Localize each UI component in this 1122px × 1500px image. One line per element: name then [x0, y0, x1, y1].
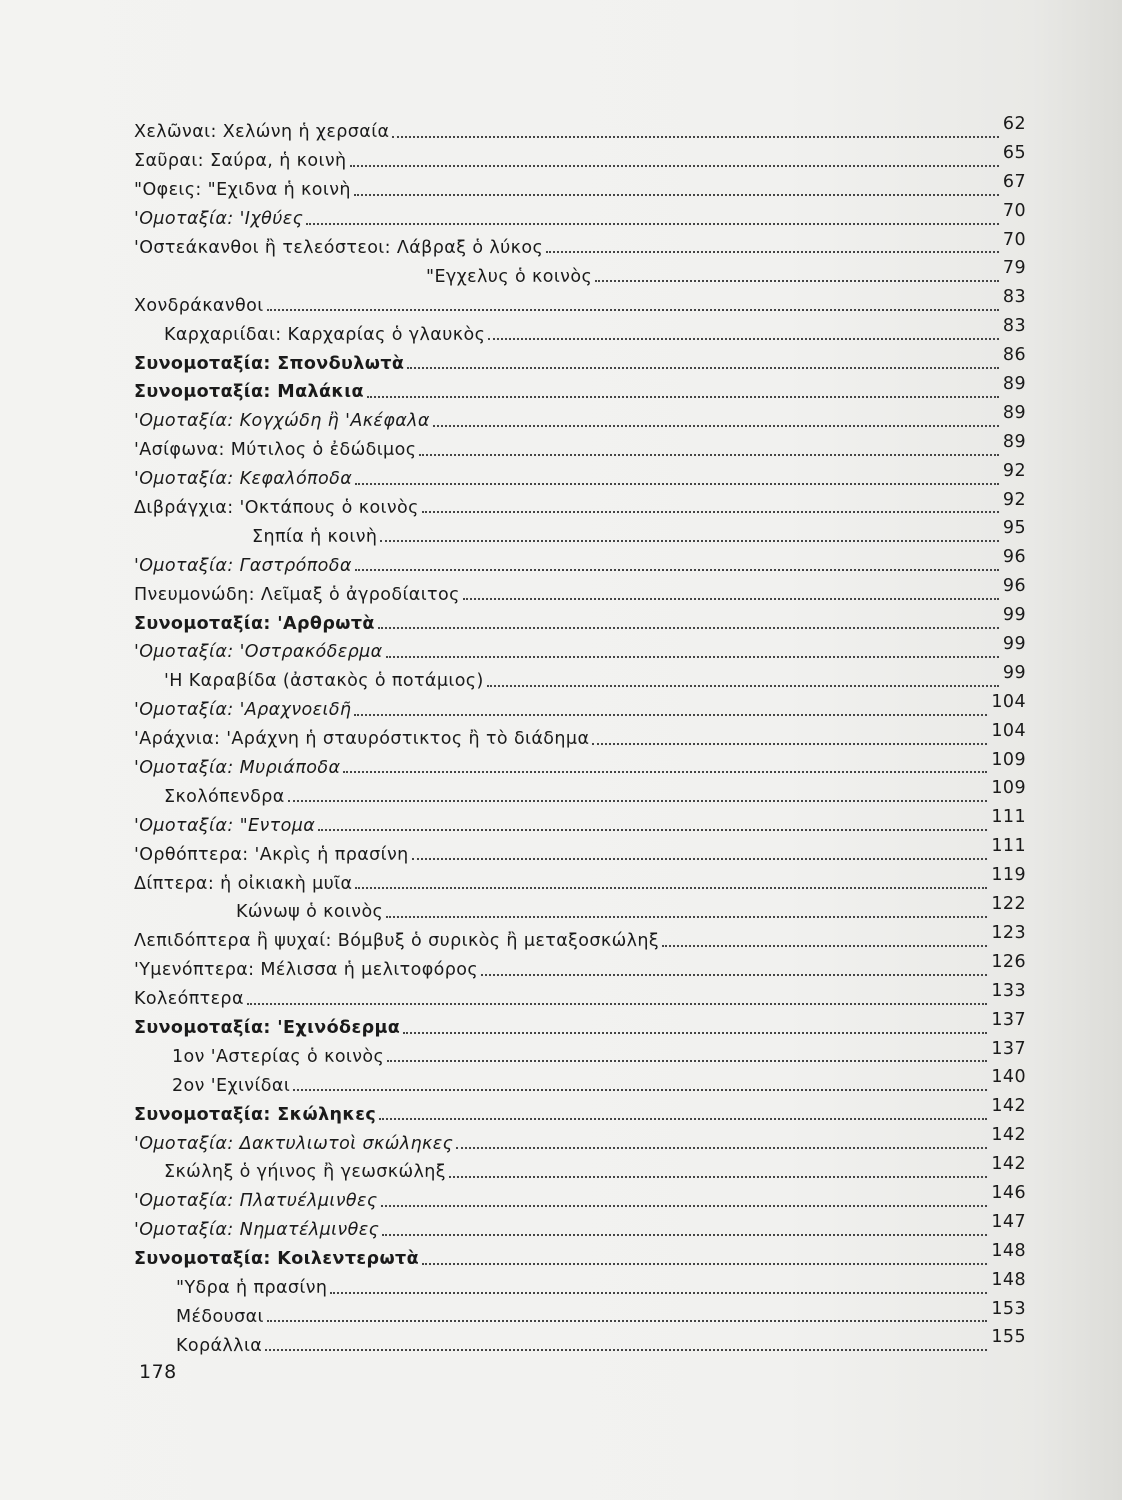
toc-entry-label: Σκώληξ ὁ γήινος ἢ γεωσκώληξ	[164, 1162, 446, 1183]
toc-entry-label: Δίπτερα: ἡ οἰκιακὴ μυῖα	[134, 873, 353, 894]
toc-entry	[134, 548, 1026, 577]
toc-entry-label: Χονδράκανθοι	[134, 295, 264, 316]
dot-leader	[407, 367, 999, 369]
dot-leader	[422, 511, 999, 513]
toc-entry-page: 126	[991, 951, 1026, 972]
toc-entry-page: 133	[991, 980, 1026, 1001]
dot-leader	[456, 1147, 987, 1149]
toc-entry	[134, 231, 1026, 260]
toc-entry-label: Συνομοταξία: Μαλάκια	[134, 382, 364, 403]
dot-leader	[306, 223, 999, 225]
toc-entry	[134, 664, 1026, 693]
toc-entry	[134, 1068, 1026, 1097]
dot-leader	[330, 1292, 987, 1294]
toc-entry	[134, 577, 1026, 606]
dot-leader	[387, 1060, 987, 1062]
toc-entry-page: 153	[991, 1298, 1026, 1319]
toc-entry-label: 'Ομοταξία: "Εντομα	[134, 815, 316, 836]
toc-entry	[134, 693, 1026, 722]
dot-leader	[392, 136, 998, 138]
toc-entry-page: 65	[1002, 142, 1026, 163]
toc-entry	[134, 519, 1026, 548]
dot-leader	[354, 714, 987, 716]
toc-entry	[134, 722, 1026, 751]
toc-entry-label: "Εγχελυς ὁ κοινὸς	[426, 266, 593, 287]
toc-entry-page: 86	[1002, 345, 1026, 366]
dot-leader	[378, 627, 999, 629]
toc-entry	[134, 202, 1026, 231]
toc-entry-page: 123	[991, 922, 1026, 943]
toc-entry-label: 'Ομοταξία: Κογχώδη ἢ 'Ακέφαλα	[134, 411, 430, 432]
toc-entry-label: Χελῶναι: Χελώνη ἡ χερσαία	[134, 122, 390, 143]
toc-entry-page: 70	[1002, 200, 1026, 221]
toc-entry-label: 'Αράχνια: 'Αράχνη ἡ σταυρόστικτος ἢ τὸ διάδημα	[134, 729, 590, 750]
toc-entry-label: Συνομοταξία: 'Εχινόδερμα	[134, 1018, 401, 1038]
dot-leader	[386, 916, 987, 918]
toc-entry-page: 142	[991, 1125, 1026, 1146]
dot-leader	[379, 1118, 987, 1120]
toc-entry-label: Κοράλλια	[176, 1335, 263, 1356]
toc-entry	[134, 1242, 1026, 1271]
toc-entry-page: 67	[1002, 171, 1026, 192]
toc-entry	[134, 144, 1026, 173]
toc-entry	[134, 1328, 1026, 1357]
toc-entry-label: Κολεόπτερα	[134, 989, 244, 1010]
toc-entry-page: 70	[1002, 229, 1026, 250]
dot-leader	[355, 569, 999, 571]
toc-entry	[134, 404, 1026, 433]
toc-entry	[134, 433, 1026, 462]
toc-entry-page: 83	[1002, 287, 1026, 308]
toc-entry-page: 147	[991, 1211, 1026, 1232]
dot-leader	[288, 800, 988, 802]
dot-leader	[265, 1349, 987, 1351]
toc-entry-label: 'Ασίφωνα: Μύτιλος ὁ ἐδώδιμος	[134, 440, 417, 461]
toc-entry-page: 62	[1002, 114, 1026, 134]
toc-entry-label: 'Ορθόπτερα: 'Ακρὶς ἡ πρασίνη	[134, 844, 409, 865]
toc-entry-label: Διβράγχια: 'Οκτάπους ὁ κοινὸς	[134, 497, 419, 518]
dot-leader	[595, 280, 999, 282]
toc-entry	[134, 115, 1026, 144]
toc-entry-page: 99	[1002, 662, 1026, 683]
toc-entry	[134, 1213, 1026, 1242]
toc-entry-page: 109	[991, 749, 1026, 770]
toc-entry	[134, 808, 1026, 837]
toc-entry	[134, 317, 1026, 346]
toc-entry-page: 111	[991, 807, 1026, 828]
toc-entry-page: 122	[991, 894, 1026, 915]
toc-entry-label: Κώνωψ ὁ κοινὸς	[236, 902, 384, 923]
toc-entry	[134, 924, 1026, 953]
toc-entry-label: 'Υμενόπτερα: Μέλισσα ἡ μελιτοφόρος	[134, 960, 479, 981]
toc-entry	[134, 779, 1026, 808]
toc-entry-label: 'Η Καραβίδα (ἀστακὸς ὁ ποτάμιος)	[164, 671, 484, 692]
toc-entry	[134, 259, 1026, 288]
toc-entry-label: 'Ομοταξία: Νηματέλμινθες	[134, 1220, 380, 1241]
toc-entry-label: "Οφεις: "Εχιδνα ἡ κοινὴ	[134, 180, 351, 201]
toc-entry-page: 99	[1002, 605, 1026, 626]
toc-entry-page: 137	[991, 1009, 1026, 1030]
toc-entry-label: Μέδουσαι	[176, 1306, 264, 1327]
toc-entry-page: 89	[1002, 431, 1026, 452]
toc-entry-page: 148	[991, 1269, 1026, 1290]
toc-entry	[134, 866, 1026, 895]
dot-leader	[481, 974, 987, 976]
dot-leader	[662, 945, 987, 947]
toc-entry-page: 104	[991, 720, 1026, 741]
dot-leader	[367, 396, 999, 398]
toc-entry	[134, 173, 1026, 202]
toc-entry	[134, 837, 1026, 866]
dot-leader	[293, 1089, 987, 1091]
toc-entry-label: Συνομοταξία: 'Αρθρωτὰ	[134, 613, 375, 634]
dot-leader	[412, 858, 988, 860]
dot-leader	[546, 251, 999, 253]
toc-entry	[134, 1126, 1026, 1155]
dot-leader	[381, 1205, 988, 1207]
toc-entry-label: 'Οστεάκανθοι ἢ τελεόστεοι: Λάβραξ ὁ λύκος	[134, 237, 544, 258]
toc-entry-page: 142	[991, 1096, 1026, 1117]
dot-leader	[592, 743, 987, 745]
dot-leader	[419, 454, 999, 456]
dot-leader	[343, 771, 987, 773]
toc-entry	[134, 491, 1026, 520]
dot-leader	[487, 685, 999, 687]
toc-entry-page: 119	[991, 865, 1026, 886]
toc-entry-page: 96	[1002, 547, 1026, 568]
dot-leader	[449, 1176, 987, 1178]
toc-entry-page: 140	[991, 1067, 1026, 1088]
toc-entry	[134, 346, 1026, 375]
dot-leader	[355, 483, 999, 485]
toc-entry-page: 92	[1002, 460, 1026, 481]
dot-leader	[382, 1234, 987, 1236]
toc-entry-label: 'Ομοταξία: Κεφαλόποδα	[134, 469, 353, 490]
dot-leader	[422, 1263, 987, 1265]
dot-leader	[354, 194, 999, 196]
toc-entry-page: 104	[991, 691, 1026, 712]
toc-entry-label: 'Ομοταξία: 'Αραχνοειδῆ	[134, 700, 352, 721]
toc-entry-label: 'Ομοταξία: Δακτυλιωτοὶ σκώληκες	[134, 1133, 454, 1154]
toc-entry-page: 89	[1002, 374, 1026, 395]
toc-entry-page: 99	[1002, 634, 1026, 655]
table-of-contents	[134, 115, 1026, 1357]
toc-entry-page: 146	[991, 1182, 1026, 1203]
page-number: 178	[139, 1361, 177, 1383]
toc-entry-label: Συνομοταξία: Κοιλεντερωτὰ	[134, 1249, 420, 1270]
toc-entry	[134, 1271, 1026, 1300]
toc-entry-page: 142	[991, 1154, 1026, 1175]
toc-entry-label: Σκολόπενδρα	[164, 786, 285, 807]
toc-entry-label: Συνομοταξία: Σπονδυλωτὰ	[134, 353, 405, 374]
toc-entry-page: 111	[991, 836, 1026, 857]
toc-entry	[134, 375, 1026, 404]
toc-entry	[134, 606, 1026, 635]
toc-entry-label: 1ον 'Αστερίας ὁ κοινὸς	[172, 1046, 385, 1067]
toc-entry-label: 2ον 'Εχινίδαι	[172, 1075, 291, 1096]
toc-entry	[134, 635, 1026, 664]
toc-entry-label: Συνομοταξία: Σκώληκες	[134, 1104, 377, 1125]
dot-leader	[267, 309, 999, 311]
toc-entry	[134, 1011, 1026, 1040]
toc-entry	[134, 895, 1026, 924]
toc-entry-page: 109	[991, 778, 1026, 799]
toc-entry-label: 'Ομοταξία: Μυριάποδα	[134, 757, 341, 778]
dot-leader	[355, 887, 987, 889]
dot-leader	[247, 1003, 988, 1005]
dot-leader	[350, 165, 999, 167]
toc-entry-page: 89	[1002, 402, 1026, 423]
toc-entry-label: Λεπιδόπτερα ἢ ψυχαί: Βόμβυξ ὁ συρικὸς ἢ μεταξοσκώληξ	[134, 931, 660, 952]
toc-entry-label: 'Ομοταξία: Πλατυέλμινθες	[134, 1191, 378, 1212]
toc-entry-label: Σηπία ἡ κοινὴ	[252, 526, 378, 547]
dot-leader	[380, 540, 999, 542]
toc-entry-label: 'Ομοταξία: 'Ιχθύες	[134, 209, 304, 230]
dot-leader	[403, 1032, 987, 1034]
toc-entry-page: 96	[1002, 576, 1026, 597]
toc-entry	[134, 751, 1026, 780]
toc-entry-label: "Υδρα ἡ πρασίνη	[176, 1278, 328, 1299]
toc-entry-page: 92	[1002, 489, 1026, 510]
dot-leader	[488, 338, 999, 340]
toc-entry-page: 79	[1002, 258, 1026, 279]
dot-leader	[267, 1320, 988, 1322]
toc-entry	[134, 1040, 1026, 1069]
toc-entry	[134, 1097, 1026, 1126]
toc-entry	[134, 288, 1026, 317]
dot-leader	[386, 656, 999, 658]
toc-entry-label: 'Ομοταξία: 'Οστρακόδερμα	[134, 642, 383, 663]
toc-entry-label: 'Ομοταξία: Γαστρόποδα	[134, 555, 352, 576]
toc-entry-label: Πνευμονώδη: Λεῖμαξ ὁ ἀγροδίαιτος	[134, 584, 460, 605]
toc-entry	[134, 1155, 1026, 1184]
toc-entry	[134, 1300, 1026, 1329]
toc-entry-page: 83	[1002, 316, 1026, 337]
dot-leader	[463, 598, 999, 600]
dot-leader	[318, 829, 987, 831]
toc-entry	[134, 1184, 1026, 1213]
toc-entry	[134, 462, 1026, 491]
toc-entry-page: 148	[991, 1240, 1026, 1261]
toc-entry	[134, 982, 1026, 1011]
toc-entry-page: 95	[1002, 518, 1026, 539]
toc-entry-page: 137	[991, 1038, 1026, 1059]
toc-entry	[134, 953, 1026, 982]
toc-entry-label: Καρχαριίδαι: Καρχαρίας ὁ γλαυκὸς	[164, 324, 486, 345]
toc-entry-page: 155	[991, 1327, 1026, 1348]
dot-leader	[433, 425, 999, 427]
toc-entry-label: Σαῦραι: Σαύρα, ἡ κοινὴ	[134, 151, 347, 172]
